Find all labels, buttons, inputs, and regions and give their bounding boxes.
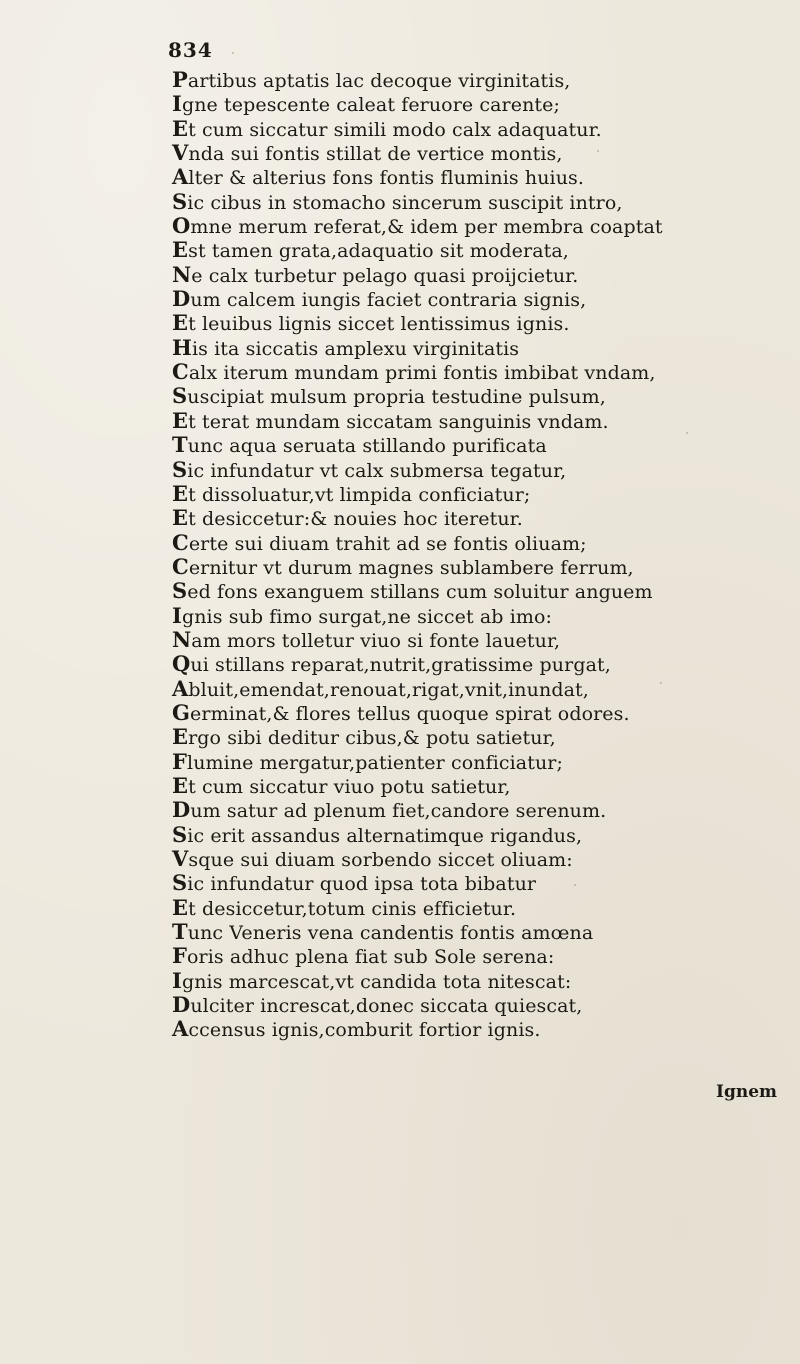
verse-line: Et cum siccatur viuo potu satietur, xyxy=(172,772,511,798)
verse-line: Ignis marcescat,vt candida tota nitescat: xyxy=(172,967,572,993)
paper-speck xyxy=(660,682,662,684)
verse-line: Vsque sui diuam sorbendo siccet oliuam: xyxy=(172,846,573,871)
paper-speck xyxy=(686,432,688,434)
verse-line: His ita siccatis amplexu virginitatis xyxy=(172,334,520,360)
verse-line: Foris adhuc plena fiat sub Sole serena: xyxy=(172,943,555,969)
verse-line: Dum satur ad plenum fiet,candore serenum. xyxy=(172,797,607,823)
verse-line: Et desiccetur,totum cinis efficietur. xyxy=(172,894,517,920)
verse-list xyxy=(172,68,772,1042)
paper-speck xyxy=(574,884,576,886)
verse-line: Flumine mergatur,patienter conficiatur; xyxy=(172,748,563,774)
verse-line: Sic cibus in stomacho sincerum suscipit intro, xyxy=(172,188,623,214)
verse-line: Et desiccetur:& nouies hoc iteretur. xyxy=(172,505,523,531)
verse-line: Dum calcem iungis faciet contraria signis, xyxy=(172,286,587,312)
verse-line: Omne merum referat,& idem per membra coaptat xyxy=(172,213,663,239)
verse-line: Abluit,emendat,renouat,rigat,vnit,inundat, xyxy=(172,675,589,701)
verse-line: Sed fons exanguem stillans cum soluitur anguem xyxy=(172,578,653,604)
verse-line: Cernitur vt durum magnes sublambere ferrum, xyxy=(172,553,634,579)
verse-line: Et leuibus lignis siccet lentissimus ignis. xyxy=(172,310,570,336)
paper-speck xyxy=(597,150,599,152)
verse-line: Sic infundatur vt calx submersa tegatur, xyxy=(172,456,567,482)
verse-line: Tunc Veneris vena candentis fontis amœna xyxy=(172,919,594,945)
verse-line: Et dissoluatur,vt limpida conficiatur; xyxy=(172,480,531,506)
verse-line: Et terat mundam siccatam sanguinis vndam. xyxy=(172,407,609,433)
verse-line: Vnda sui fontis stillat de vertice montis, xyxy=(172,140,563,166)
page-number: 834 xyxy=(168,38,213,62)
verse-line: Certe sui diuam trahit ad se fontis oliuam; xyxy=(172,529,587,555)
catchword: Ignem xyxy=(716,1082,778,1102)
verse-line: Accensus ignis,comburit fortior ignis. xyxy=(172,1016,541,1042)
verse-line: Est tamen grata,adaquatio sit moderata, xyxy=(172,237,569,263)
verse-line: Suscipiat mulsum propria testudine pulsum, xyxy=(172,383,606,409)
verse-line: Sic infundatur quod ipsa tota bibatur xyxy=(172,870,537,896)
paper-speck xyxy=(232,52,234,54)
verse-line: Ne calx turbetur pelago quasi proijcietur. xyxy=(172,261,579,287)
verse-line: Ergo sibi deditur cibus,& potu satietur, xyxy=(172,724,556,750)
verse-line: Nam mors tolletur viuo si fonte lauetur, xyxy=(172,626,561,652)
verse-line: Germinat,& flores tellus quoque spirat odores. xyxy=(172,699,630,725)
verse-line: Tunc aqua seruata stillando purificata xyxy=(172,432,547,458)
verse-line: Alter & alterius fons fontis fluminis huius. xyxy=(172,164,585,190)
verse-line: Sic erit assandus alternatimque rigandus, xyxy=(172,821,583,847)
verse-line: Partibus aptatis lac decoque virginitatis, xyxy=(172,67,571,92)
verse-line: Dulciter increscat,donec siccata quiescat, xyxy=(172,992,583,1018)
verse-line: Calx iterum mundam primi fontis imbibat vndam, xyxy=(172,359,656,385)
verse-line: Igne tepescente caleat feruore carente; xyxy=(172,91,561,117)
verse-line: Qui stillans reparat,nutrit,gratissime purgat, xyxy=(172,651,611,677)
verse-line: Ignis sub fimo surgat,ne siccet ab imo: xyxy=(172,602,553,628)
verse-line: Et cum siccatur simili modo calx adaquatur. xyxy=(172,115,602,141)
